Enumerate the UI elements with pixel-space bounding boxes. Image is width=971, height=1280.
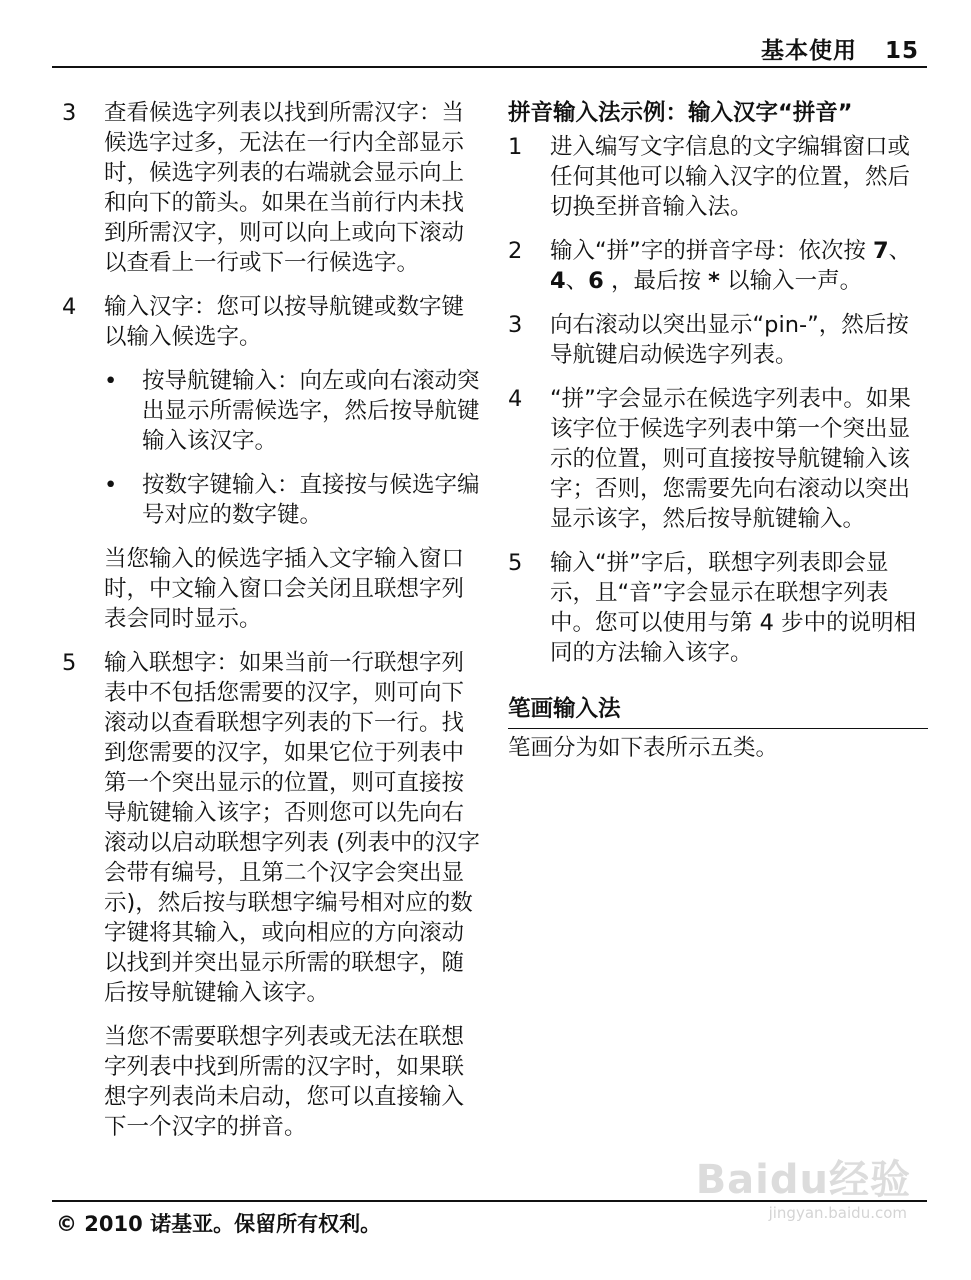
item-text: 输入汉字：您可以按导航键或数字键以输入候选字。	[104, 294, 465, 350]
page-header	[761, 32, 919, 65]
bullet-icon: •	[104, 368, 118, 394]
step-number: 5	[508, 550, 523, 576]
bullet-text: 按数字键输入：直接按与候选字编号对应的数字键。	[142, 472, 480, 528]
item-number: 5	[62, 650, 77, 676]
bullet-item	[62, 366, 482, 456]
list-item-5	[62, 648, 482, 1008]
key-star: *	[708, 268, 720, 294]
step-4	[508, 384, 928, 534]
key-7: 7	[872, 238, 889, 264]
step-3	[508, 310, 928, 370]
page-number: 15	[884, 38, 919, 64]
list-item-3	[62, 98, 482, 278]
key-4: 4	[550, 268, 566, 294]
step-text: 输入“拼”字后，联想字列表即会显示，且“音”字会显示在联想字列表中。您可以使用与第 4 步中的说明相同的方法输入该字。	[550, 550, 917, 666]
section-heading: 笔画输入法	[508, 694, 928, 729]
item-number: 3	[62, 100, 77, 126]
item-number: 4	[62, 294, 77, 320]
right-column	[508, 98, 928, 763]
left-column	[62, 98, 482, 1156]
step-1	[508, 132, 928, 222]
key-6: 6	[588, 268, 604, 294]
separator: 、	[565, 268, 589, 294]
step-text-post: 以输入一声。	[719, 268, 863, 294]
baidu-watermark	[681, 1148, 911, 1238]
step-number: 2	[508, 238, 523, 264]
step-text: 向右滚动以突出显示“pin-”，然后按导航键启动候选字列表。	[550, 312, 909, 368]
list-item-4	[62, 292, 482, 352]
bullet-icon: •	[104, 472, 118, 498]
section-text: 笔画分为如下表所示五类。	[508, 735, 779, 761]
copyright-footer: © 2010 诺基亚。保留所有权利。	[56, 1212, 382, 1236]
section-title: 基本使用	[760, 38, 857, 64]
item-text: 查看候选字列表以找到所需汉字：当候选字过多，无法在一行内全部显示时，候选字列表的右端就会显示向上和向下的箭头。如果在当前行内未找到所需汉字，则可以向上或向下滚动以查看上一行或下一行候选字。	[104, 100, 465, 276]
example-heading: 拼音输入法示例：输入汉字“拼音”	[508, 100, 853, 126]
header-divider	[52, 66, 927, 68]
paragraph: 当您不需要联想字列表或无法在联想字列表中找到所需的汉字时，如果联想字列表尚未启动，您可以直接输入下一个汉字的拼音。	[104, 1024, 465, 1140]
step-text-mid: ，最后按	[603, 268, 709, 294]
bullet-item	[62, 470, 482, 530]
watermark-logo: Baidu经验	[695, 1157, 911, 1203]
step-text: “拼”字会显示在候选字列表中。如果该字位于候选字列表中第一个突出显示的位置，则可直接按导航键输入该字；否则，您需要先向右滚动以突出显示该字，然后按导航键输入。	[550, 386, 911, 532]
step-number: 4	[508, 386, 523, 412]
paragraph: 当您输入的候选字插入文字输入窗口时，中文输入窗口会关闭且联想字列表会同时显示。	[104, 546, 465, 632]
step-2	[508, 236, 928, 296]
watermark-url: jingyan.baidu.com	[768, 1204, 907, 1222]
step-number: 3	[508, 312, 523, 338]
item-text: 输入联想字：如果当前一行联想字列表中不包括您需要的汉字，则可向下滚动以查看联想字列表的下一行。找到您需要的汉字，如果它位于列表中第一个突出显示的位置，则可直接按导航键输入该字；否则您可以先向右滚动以启动联想字列表 (列表中的汉字会带有编号，且第二个汉字会突出显示)，然后按与联想字编号相对应的数字键将其输入，或向相应的方向滚动以找到并突出显示所需的联想字，随后按导航键输入该字。	[104, 650, 480, 1006]
footer-divider	[52, 1200, 927, 1202]
step-5	[508, 548, 928, 668]
step-text-pre: 输入“拼”字的拼音字母：依次按	[550, 238, 873, 264]
step-number: 1	[508, 134, 523, 160]
bullet-text: 按导航键输入：向左或向右滚动突出显示所需候选字，然后按导航键输入该汉字。	[142, 368, 480, 454]
separator: 、	[888, 238, 912, 264]
step-text: 进入编写文字信息的文字编辑窗口或任何其他可以输入汉字的位置，然后切换至拼音输入法。	[550, 134, 911, 220]
